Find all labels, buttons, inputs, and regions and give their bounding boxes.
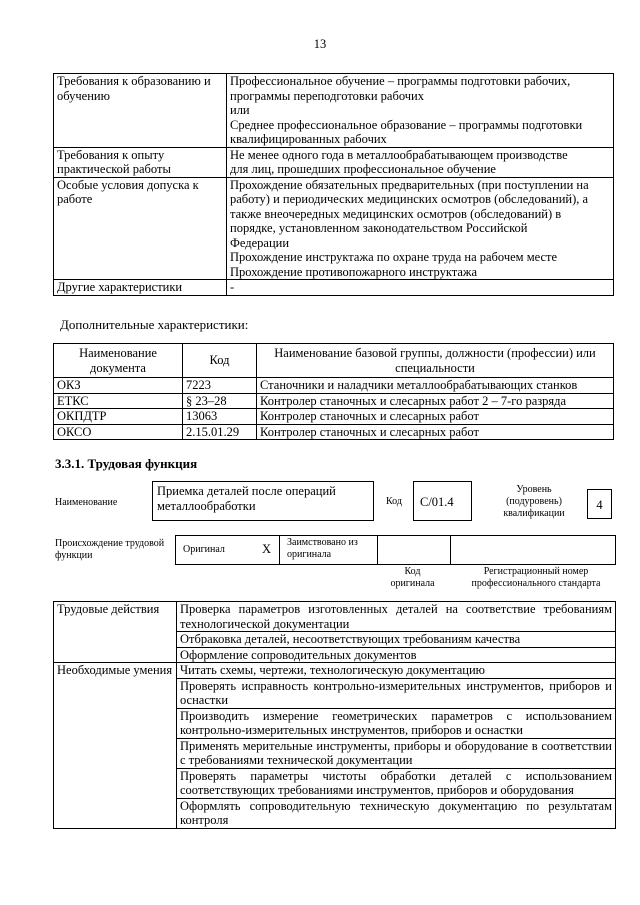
action-item: Проверка параметров изготовленных деталей на соответствие требованиям технологической документации <box>177 602 616 632</box>
original-label: Оригинал <box>183 544 225 555</box>
table-row <box>54 602 616 632</box>
text-line: для лиц, прошедших профессиональное обучение <box>230 162 496 176</box>
text-line: - <box>230 280 235 294</box>
table-row <box>54 147 614 177</box>
table-cell: ОКПДТР <box>54 409 183 425</box>
text-line: также внеочередных медицинских осмотров (обследований) в <box>230 206 562 221</box>
action-item: Отбраковка деталей, несоответствующих требованиям качества <box>177 632 616 648</box>
skill-item: Проверять исправность контрольно-измерительных инструментов, приборов и оснастки <box>177 678 616 708</box>
row-label: Требования к опыту практической работы <box>54 147 227 177</box>
level-box <box>587 489 612 519</box>
text-line: Прохождение инструктажа по охране труда на рабочем месте <box>230 250 558 264</box>
skill-item: Применять мерительные инструменты, приборы и оборудование в соответствии с требованиями технической документации <box>177 738 616 768</box>
row-value <box>227 74 614 148</box>
code-original-caption: Код оригинала <box>390 566 435 589</box>
table-row <box>54 280 614 296</box>
text-line: Не менее одного года в металлообрабатывающем производстве <box>230 147 568 162</box>
table-cell: ЕТКС <box>54 393 183 409</box>
row-value <box>227 147 614 177</box>
table-cell: Станочники и наладчики металлообрабатывающих станков <box>257 378 614 394</box>
table-row <box>54 663 616 679</box>
origin-label: Происхождение трудовой функции <box>55 538 165 561</box>
table-row <box>54 378 614 394</box>
row-label: Требования к образованию и обучению <box>54 74 227 148</box>
original-mark: X <box>262 542 272 556</box>
row-label: Трудовые действия <box>54 602 177 663</box>
row-label: Особые условия допуска к работе <box>54 177 227 280</box>
table-row <box>54 74 614 148</box>
text-line: Прохождение противопожарного инструктажа <box>230 264 478 279</box>
row-label: Другие характеристики <box>54 280 227 296</box>
table-cell: ОКСО <box>54 424 183 440</box>
column-header: Наименование документа <box>54 344 183 378</box>
skill-item: Оформлять сопроводительную техническую документацию по результатам контроля <box>177 798 616 828</box>
table-row <box>54 393 614 409</box>
code-box <box>413 481 472 521</box>
origin-divider <box>377 535 378 565</box>
table-header-row <box>54 344 614 378</box>
action-item: Оформление сопроводительных документов <box>177 647 616 663</box>
table-cell: § 23–28 <box>183 393 257 409</box>
table-row <box>54 409 614 425</box>
labor-function-table <box>53 601 616 829</box>
table-cell: ОКЗ <box>54 378 183 394</box>
text-line: программы переподготовки рабочих <box>230 88 424 103</box>
table-cell: 13063 <box>183 409 257 425</box>
function-name: Приемка деталей после операций металлообработки <box>157 484 336 513</box>
origin-box <box>175 535 616 565</box>
column-header: Код <box>183 344 257 378</box>
table-cell: 2.15.01.29 <box>183 424 257 440</box>
origin-divider <box>279 535 280 565</box>
column-header: Наименование базовой группы, должности (профессии) или специальности <box>257 344 614 378</box>
borrowed-label: Заимствовано из оригинала <box>287 537 358 560</box>
text-line: работу) и периодических медицинских осмотров (обследований), а <box>230 192 589 206</box>
text-line: Профессиональное обучение – программы подготовки рабочих, <box>230 74 571 88</box>
requirements-table <box>53 73 614 296</box>
text-line: Прохождение обязательных предварительных (при поступлении на <box>230 177 589 192</box>
code-label: Код <box>386 496 402 507</box>
classification-table <box>53 343 614 440</box>
table-row <box>54 177 614 280</box>
skill-item: Производить измерение геометрических параметров с использованием контрольно-измерительных инструментов, приборов и оснастки <box>177 708 616 738</box>
skill-item: Проверять параметры чистоты обработки деталей с использованием соответствующих требованиями инструментов, приборов и оборудования <box>177 768 616 798</box>
text-line: или <box>230 103 250 117</box>
origin-divider <box>450 535 451 565</box>
level-label: Уровень (подуровень) квалификации <box>503 484 565 519</box>
page-number: 13 <box>313 37 327 51</box>
table-cell: 7223 <box>183 378 257 394</box>
row-label: Необходимые умения <box>54 663 177 829</box>
function-code: C/01.4 <box>420 495 454 509</box>
text-line: порядке, установленном законодательством Российской <box>230 221 528 235</box>
section-title: 3.3.1. Трудовая функция <box>55 456 198 471</box>
table-cell: Контролер станочных и слесарных работ <box>257 409 614 425</box>
table-cell: Контролер станочных и слесарных работ 2 – 7-го разряда <box>257 393 614 409</box>
text-line: Среднее профессиональное образование – программы подготовки <box>230 117 583 132</box>
function-name-box <box>152 481 374 521</box>
row-value <box>227 280 614 296</box>
extra-title: Дополнительные характеристики: <box>60 317 249 332</box>
table-row <box>54 424 614 440</box>
name-label: Наименование <box>55 497 118 508</box>
level-value: 4 <box>596 498 603 512</box>
text-line: квалифицированных рабочих <box>230 132 387 146</box>
row-value <box>227 177 614 280</box>
table-cell: Контролер станочных и слесарных работ <box>257 424 614 440</box>
text-line: Федерации <box>230 235 290 250</box>
reg-number-caption: Регистрационный номер профессионального стандарта <box>471 566 601 589</box>
skill-item: Читать схемы, чертежи, технологическую документацию <box>177 663 616 679</box>
